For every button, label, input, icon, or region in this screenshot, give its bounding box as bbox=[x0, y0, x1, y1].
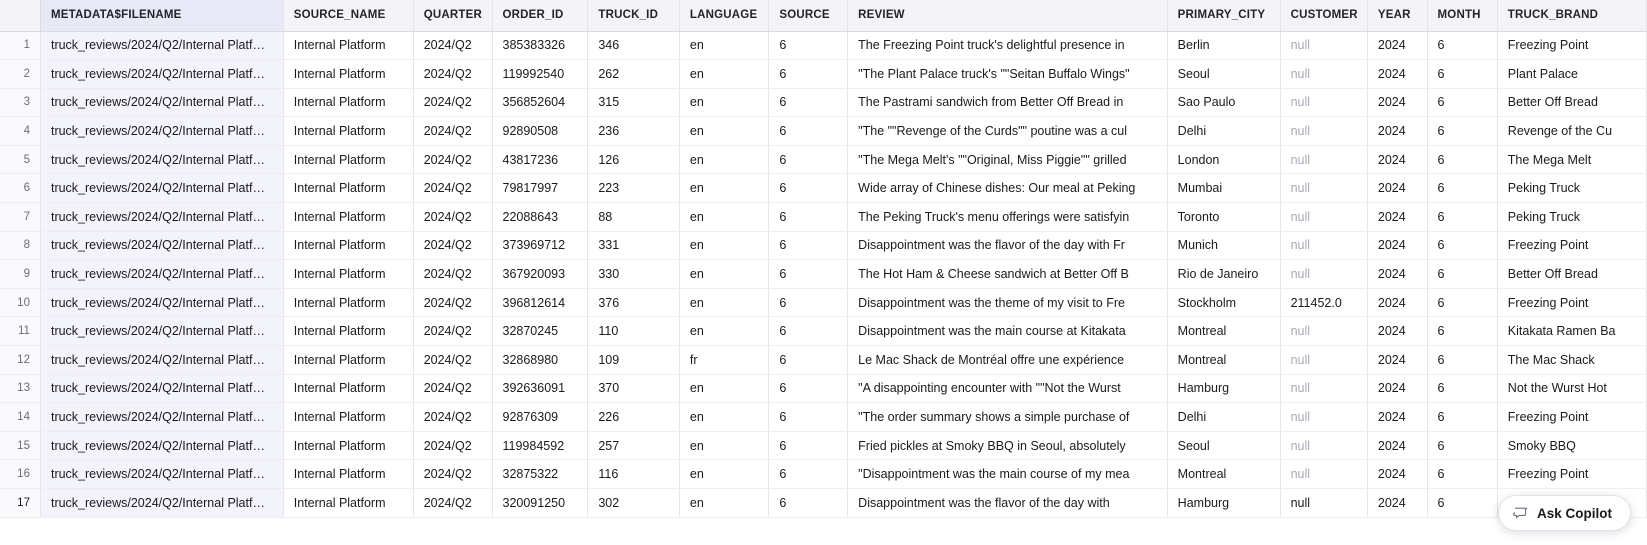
cell-truck-brand[interactable]: The Mac Shack bbox=[1497, 346, 1646, 375]
row-number: 11 bbox=[0, 317, 40, 346]
cell-order-id[interactable]: 385383326 bbox=[492, 31, 588, 60]
cell-truck-id[interactable]: 226 bbox=[588, 403, 680, 432]
cell-customer[interactable]: null bbox=[1280, 374, 1367, 403]
cell-review[interactable]: Disappointment was the flavor of the day with Fr bbox=[848, 231, 1168, 260]
row-number: 14 bbox=[0, 403, 40, 432]
cell-source[interactable]: 6 bbox=[769, 489, 848, 518]
cell-month[interactable]: 6 bbox=[1427, 403, 1497, 432]
cell-month[interactable]: 6 bbox=[1427, 288, 1497, 317]
cell-customer[interactable]: null bbox=[1280, 174, 1367, 203]
cell-order-id[interactable]: 43817236 bbox=[492, 145, 588, 174]
cell-month[interactable]: 6 bbox=[1427, 460, 1497, 489]
table-row[interactable] bbox=[0, 145, 1647, 174]
column-header-language[interactable]: LANGUAGE bbox=[679, 0, 768, 31]
cell-month[interactable]: 6 bbox=[1427, 174, 1497, 203]
cell-year[interactable]: 2024 bbox=[1367, 31, 1427, 60]
cell-primary-city[interactable]: Delhi bbox=[1167, 403, 1280, 432]
cell-year[interactable]: 2024 bbox=[1367, 117, 1427, 146]
cell-month[interactable]: 6 bbox=[1427, 260, 1497, 289]
cell-customer[interactable]: null bbox=[1280, 346, 1367, 375]
column-header-truck-id[interactable]: TRUCK_ID bbox=[588, 0, 680, 31]
cell-order-id[interactable]: 32868980 bbox=[492, 346, 588, 375]
cell-filename[interactable]: truck_reviews/2024/Q2/Internal Platf… bbox=[40, 431, 283, 460]
cell-language[interactable]: en bbox=[679, 374, 768, 403]
column-header-month[interactable]: MONTH bbox=[1427, 0, 1497, 31]
cell-month[interactable]: 6 bbox=[1427, 31, 1497, 60]
cell-quarter[interactable]: 2024/Q2 bbox=[413, 460, 492, 489]
cell-language[interactable]: en bbox=[679, 88, 768, 117]
row-number: 6 bbox=[0, 174, 40, 203]
cell-source-name[interactable]: Internal Platform bbox=[283, 288, 413, 317]
column-header-review[interactable]: REVIEW bbox=[848, 0, 1168, 31]
grid-body bbox=[0, 31, 1647, 517]
table-row[interactable] bbox=[0, 117, 1647, 146]
cell-truck-brand[interactable]: Plant Palace bbox=[1497, 60, 1646, 89]
cell-truck-brand[interactable]: Freezing Point bbox=[1497, 288, 1646, 317]
cell-year[interactable]: 2024 bbox=[1367, 317, 1427, 346]
cell-month[interactable]: 6 bbox=[1427, 317, 1497, 346]
cell-source-name[interactable]: Internal Platform bbox=[283, 60, 413, 89]
cell-month[interactable]: 6 bbox=[1427, 117, 1497, 146]
copilot-icon bbox=[1513, 505, 1529, 521]
cell-primary-city[interactable]: Sao Paulo bbox=[1167, 88, 1280, 117]
cell-quarter[interactable]: 2024/Q2 bbox=[413, 231, 492, 260]
table-row[interactable] bbox=[0, 288, 1647, 317]
cell-truck-id[interactable]: 257 bbox=[588, 431, 680, 460]
cell-month[interactable]: 6 bbox=[1427, 231, 1497, 260]
row-number: 4 bbox=[0, 117, 40, 146]
cell-order-id[interactable]: 320091250 bbox=[492, 489, 588, 518]
cell-year[interactable]: 2024 bbox=[1367, 145, 1427, 174]
cell-language[interactable]: en bbox=[679, 203, 768, 232]
cell-language[interactable]: en bbox=[679, 60, 768, 89]
cell-language[interactable]: en bbox=[679, 431, 768, 460]
cell-source[interactable]: 6 bbox=[769, 117, 848, 146]
cell-year[interactable]: 2024 bbox=[1367, 88, 1427, 117]
cell-source[interactable]: 6 bbox=[769, 288, 848, 317]
cell-truck-brand[interactable]: Smoky BBQ bbox=[1497, 431, 1646, 460]
cell-customer[interactable]: null bbox=[1280, 145, 1367, 174]
cell-source-name[interactable]: Internal Platform bbox=[283, 88, 413, 117]
cell-customer[interactable]: null bbox=[1280, 317, 1367, 346]
cell-language[interactable]: en bbox=[679, 145, 768, 174]
cell-filename[interactable]: truck_reviews/2024/Q2/Internal Platf… bbox=[40, 460, 283, 489]
row-number: 16 bbox=[0, 460, 40, 489]
cell-order-id[interactable]: 92876309 bbox=[492, 403, 588, 432]
cell-truck-id[interactable]: 116 bbox=[588, 460, 680, 489]
cell-truck-brand[interactable]: Better Off Bread bbox=[1497, 88, 1646, 117]
cell-year[interactable]: 2024 bbox=[1367, 460, 1427, 489]
column-header-metadata-filename[interactable]: METADATA$FILENAME bbox=[40, 0, 283, 31]
cell-filename[interactable]: truck_reviews/2024/Q2/Internal Platf… bbox=[40, 203, 283, 232]
row-number: 7 bbox=[0, 203, 40, 232]
cell-source[interactable]: 6 bbox=[769, 60, 848, 89]
cell-customer[interactable]: null bbox=[1280, 60, 1367, 89]
cell-review[interactable]: Fried pickles at Smoky BBQ in Seoul, absolutely bbox=[848, 431, 1168, 460]
cell-filename[interactable]: truck_reviews/2024/Q2/Internal Platf… bbox=[40, 145, 283, 174]
column-header-quarter[interactable]: QUARTER bbox=[413, 0, 492, 31]
table-row[interactable] bbox=[0, 489, 1647, 518]
cell-truck-id[interactable]: 126 bbox=[588, 145, 680, 174]
cell-source-name[interactable]: Internal Platform bbox=[283, 203, 413, 232]
cell-order-id[interactable]: 367920093 bbox=[492, 260, 588, 289]
table-row[interactable] bbox=[0, 346, 1647, 375]
cell-filename[interactable]: truck_reviews/2024/Q2/Internal Platf… bbox=[40, 231, 283, 260]
cell-month[interactable]: 6 bbox=[1427, 88, 1497, 117]
cell-customer[interactable]: null bbox=[1280, 231, 1367, 260]
cell-language[interactable]: en bbox=[679, 288, 768, 317]
cell-customer[interactable]: 211452.0 bbox=[1280, 288, 1367, 317]
column-header-primary-city[interactable]: PRIMARY_CITY bbox=[1167, 0, 1280, 31]
cell-primary-city[interactable]: Seoul bbox=[1167, 60, 1280, 89]
cell-language[interactable]: en bbox=[679, 231, 768, 260]
cell-primary-city[interactable]: Montreal bbox=[1167, 346, 1280, 375]
cell-year[interactable]: 2024 bbox=[1367, 174, 1427, 203]
cell-truck-brand[interactable]: Kitakata Ramen Ba bbox=[1497, 317, 1646, 346]
table-row[interactable] bbox=[0, 460, 1647, 489]
cell-language[interactable]: en bbox=[679, 317, 768, 346]
cell-order-id[interactable]: 92890508 bbox=[492, 117, 588, 146]
cell-primary-city[interactable]: Hamburg bbox=[1167, 374, 1280, 403]
cell-quarter[interactable]: 2024/Q2 bbox=[413, 374, 492, 403]
cell-source-name[interactable]: Internal Platform bbox=[283, 145, 413, 174]
table-row[interactable] bbox=[0, 431, 1647, 460]
cell-truck-id[interactable]: 346 bbox=[588, 31, 680, 60]
cell-truck-id[interactable]: 376 bbox=[588, 288, 680, 317]
cell-language[interactable]: en bbox=[679, 460, 768, 489]
column-header-order-id[interactable]: ORDER_ID bbox=[492, 0, 588, 31]
cell-truck-id[interactable]: 236 bbox=[588, 117, 680, 146]
cell-primary-city[interactable]: London bbox=[1167, 145, 1280, 174]
cell-year[interactable]: 2024 bbox=[1367, 489, 1427, 518]
cell-quarter[interactable]: 2024/Q2 bbox=[413, 174, 492, 203]
column-header-customer[interactable]: CUSTOMER bbox=[1280, 0, 1367, 31]
row-number: 12 bbox=[0, 346, 40, 375]
cell-source-name[interactable]: Internal Platform bbox=[283, 431, 413, 460]
cell-customer[interactable]: null bbox=[1280, 489, 1367, 518]
cell-order-id[interactable]: 392636091 bbox=[492, 374, 588, 403]
cell-truck-brand[interactable]: Freezing Point bbox=[1497, 31, 1646, 60]
cell-quarter[interactable]: 2024/Q2 bbox=[413, 145, 492, 174]
cell-source-name[interactable]: Internal Platform bbox=[283, 374, 413, 403]
table-row[interactable] bbox=[0, 374, 1647, 403]
cell-source[interactable]: 6 bbox=[769, 374, 848, 403]
cell-truck-id[interactable]: 262 bbox=[588, 60, 680, 89]
cell-customer[interactable]: null bbox=[1280, 460, 1367, 489]
cell-source[interactable]: 6 bbox=[769, 231, 848, 260]
cell-source[interactable]: 6 bbox=[769, 145, 848, 174]
cell-source-name[interactable]: Internal Platform bbox=[283, 460, 413, 489]
cell-filename[interactable]: truck_reviews/2024/Q2/Internal Platf… bbox=[40, 117, 283, 146]
cell-source[interactable]: 6 bbox=[769, 260, 848, 289]
cell-language[interactable]: en bbox=[679, 403, 768, 432]
cell-filename[interactable]: truck_reviews/2024/Q2/Internal Platf… bbox=[40, 403, 283, 432]
cell-truck-brand[interactable]: Not the Wurst Hot bbox=[1497, 374, 1646, 403]
cell-primary-city[interactable]: Montreal bbox=[1167, 317, 1280, 346]
cell-truck-brand[interactable]: Peking Truck bbox=[1497, 203, 1646, 232]
row-number: 3 bbox=[0, 88, 40, 117]
cell-language[interactable]: fr bbox=[679, 346, 768, 375]
cell-customer[interactable]: null bbox=[1280, 260, 1367, 289]
cell-source-name[interactable]: Internal Platform bbox=[283, 317, 413, 346]
cell-month[interactable]: 6 bbox=[1427, 145, 1497, 174]
cell-year[interactable]: 2024 bbox=[1367, 288, 1427, 317]
cell-quarter[interactable]: 2024/Q2 bbox=[413, 317, 492, 346]
cell-order-id[interactable]: 356852604 bbox=[492, 88, 588, 117]
cell-order-id[interactable]: 396812614 bbox=[492, 288, 588, 317]
cell-source[interactable]: 6 bbox=[769, 174, 848, 203]
cell-source-name[interactable]: Internal Platform bbox=[283, 174, 413, 203]
cell-filename[interactable]: truck_reviews/2024/Q2/Internal Platf… bbox=[40, 374, 283, 403]
cell-month[interactable]: 6 bbox=[1427, 489, 1497, 518]
table-row[interactable] bbox=[0, 203, 1647, 232]
cell-review[interactable]: "The Plant Palace truck's ""Seitan Buffalo Wings" bbox=[848, 60, 1168, 89]
cell-primary-city[interactable]: Delhi bbox=[1167, 117, 1280, 146]
cell-truck-id[interactable]: 331 bbox=[588, 231, 680, 260]
cell-source-name[interactable]: Internal Platform bbox=[283, 346, 413, 375]
cell-year[interactable]: 2024 bbox=[1367, 346, 1427, 375]
cell-review[interactable]: The Hot Ham & Cheese sandwich at Better Off B bbox=[848, 260, 1168, 289]
cell-review[interactable]: Disappointment was the main course at Kitakata bbox=[848, 317, 1168, 346]
cell-truck-id[interactable]: 315 bbox=[588, 88, 680, 117]
cell-truck-id[interactable]: 88 bbox=[588, 203, 680, 232]
cell-primary-city[interactable]: Montreal bbox=[1167, 460, 1280, 489]
cell-month[interactable]: 6 bbox=[1427, 346, 1497, 375]
cell-customer[interactable]: null bbox=[1280, 117, 1367, 146]
row-number: 10 bbox=[0, 288, 40, 317]
column-header-source-name[interactable]: SOURCE_NAME bbox=[283, 0, 413, 31]
cell-primary-city[interactable]: Rio de Janeiro bbox=[1167, 260, 1280, 289]
cell-primary-city[interactable]: Munich bbox=[1167, 231, 1280, 260]
cell-customer[interactable]: null bbox=[1280, 203, 1367, 232]
cell-quarter[interactable]: 2024/Q2 bbox=[413, 203, 492, 232]
cell-review[interactable]: "The Mega Melt's ""Original, Miss Piggie"" grilled bbox=[848, 145, 1168, 174]
cell-order-id[interactable]: 373969712 bbox=[492, 231, 588, 260]
cell-primary-city[interactable]: Seoul bbox=[1167, 431, 1280, 460]
row-number: 2 bbox=[0, 60, 40, 89]
grid-header-row bbox=[0, 0, 1647, 31]
cell-quarter[interactable]: 2024/Q2 bbox=[413, 489, 492, 518]
cell-year[interactable]: 2024 bbox=[1367, 60, 1427, 89]
cell-review[interactable]: Le Mac Shack de Montréal offre une expérience bbox=[848, 346, 1168, 375]
cell-review[interactable]: "A disappointing encounter with ""Not the Wurst bbox=[848, 374, 1168, 403]
cell-review[interactable]: The Pastrami sandwich from Better Off Bread in bbox=[848, 88, 1168, 117]
cell-source-name[interactable]: Internal Platform bbox=[283, 489, 413, 518]
cell-month[interactable]: 6 bbox=[1427, 431, 1497, 460]
cell-customer[interactable]: null bbox=[1280, 31, 1367, 60]
cell-truck-id[interactable]: 109 bbox=[588, 346, 680, 375]
cell-source[interactable]: 6 bbox=[769, 31, 848, 60]
cell-year[interactable]: 2024 bbox=[1367, 203, 1427, 232]
cell-customer[interactable]: null bbox=[1280, 403, 1367, 432]
cell-source-name[interactable]: Internal Platform bbox=[283, 31, 413, 60]
cell-order-id[interactable]: 22088643 bbox=[492, 203, 588, 232]
cell-truck-brand[interactable]: Better Off Bread bbox=[1497, 260, 1646, 289]
cell-primary-city[interactable]: Hamburg bbox=[1167, 489, 1280, 518]
cell-source-name[interactable]: Internal Platform bbox=[283, 260, 413, 289]
cell-truck-brand[interactable]: Freezing Point bbox=[1497, 460, 1646, 489]
cell-filename[interactable]: truck_reviews/2024/Q2/Internal Platf… bbox=[40, 346, 283, 375]
cell-source[interactable]: 6 bbox=[769, 317, 848, 346]
cell-quarter[interactable]: 2024/Q2 bbox=[413, 117, 492, 146]
cell-month[interactable]: 6 bbox=[1427, 60, 1497, 89]
ask-copilot-button[interactable] bbox=[1498, 495, 1631, 531]
cell-source[interactable]: 6 bbox=[769, 203, 848, 232]
cell-review[interactable]: "The order summary shows a simple purchase of bbox=[848, 403, 1168, 432]
row-number: 8 bbox=[0, 231, 40, 260]
cell-quarter[interactable]: 2024/Q2 bbox=[413, 403, 492, 432]
cell-quarter[interactable]: 2024/Q2 bbox=[413, 31, 492, 60]
cell-order-id[interactable]: 119992540 bbox=[492, 60, 588, 89]
row-number: 5 bbox=[0, 145, 40, 174]
cell-order-id[interactable]: 32870245 bbox=[492, 317, 588, 346]
cell-truck-id[interactable]: 110 bbox=[588, 317, 680, 346]
cell-review[interactable]: "Disappointment was the main course of my mea bbox=[848, 460, 1168, 489]
table-row[interactable] bbox=[0, 231, 1647, 260]
cell-source[interactable]: 6 bbox=[769, 346, 848, 375]
cell-quarter[interactable]: 2024/Q2 bbox=[413, 431, 492, 460]
ask-copilot-label: Ask Copilot bbox=[1536, 505, 1612, 521]
table-row[interactable] bbox=[0, 317, 1647, 346]
cell-review[interactable]: Disappointment was the flavor of the day with bbox=[848, 489, 1168, 518]
cell-year[interactable]: 2024 bbox=[1367, 403, 1427, 432]
cell-source[interactable]: 6 bbox=[769, 431, 848, 460]
cell-review[interactable]: The Freezing Point truck's delightful presence in bbox=[848, 31, 1168, 60]
cell-customer[interactable]: null bbox=[1280, 431, 1367, 460]
cell-source-name[interactable]: Internal Platform bbox=[283, 117, 413, 146]
cell-primary-city[interactable]: Mumbai bbox=[1167, 174, 1280, 203]
cell-review[interactable]: "The ""Revenge of the Curds"" poutine was a cul bbox=[848, 117, 1168, 146]
table-row[interactable] bbox=[0, 260, 1647, 289]
cell-year[interactable]: 2024 bbox=[1367, 260, 1427, 289]
cell-review[interactable]: Disappointment was the theme of my visit to Fre bbox=[848, 288, 1168, 317]
cell-filename[interactable]: truck_reviews/2024/Q2/Internal Platf… bbox=[40, 489, 283, 518]
cell-truck-brand[interactable]: The Mega Melt bbox=[1497, 145, 1646, 174]
cell-primary-city[interactable]: Toronto bbox=[1167, 203, 1280, 232]
cell-quarter[interactable]: 2024/Q2 bbox=[413, 346, 492, 375]
row-number: 17 bbox=[0, 489, 40, 518]
cell-language[interactable]: en bbox=[679, 31, 768, 60]
table-row[interactable] bbox=[0, 31, 1647, 60]
cell-primary-city[interactable]: Stockholm bbox=[1167, 288, 1280, 317]
cell-quarter[interactable]: 2024/Q2 bbox=[413, 60, 492, 89]
cell-year[interactable]: 2024 bbox=[1367, 231, 1427, 260]
column-header-source[interactable]: SOURCE bbox=[769, 0, 848, 31]
cell-filename[interactable]: truck_reviews/2024/Q2/Internal Platf… bbox=[40, 260, 283, 289]
cell-truck-id[interactable]: 330 bbox=[588, 260, 680, 289]
cell-filename[interactable]: truck_reviews/2024/Q2/Internal Platf… bbox=[40, 288, 283, 317]
table-row[interactable] bbox=[0, 403, 1647, 432]
column-header-rownum bbox=[0, 0, 40, 31]
cell-truck-brand[interactable]: Freezing Point bbox=[1497, 403, 1646, 432]
cell-order-id[interactable]: 119984592 bbox=[492, 431, 588, 460]
row-number: 13 bbox=[0, 374, 40, 403]
cell-review[interactable]: Wide array of Chinese dishes: Our meal at Peking bbox=[848, 174, 1168, 203]
cell-quarter[interactable]: 2024/Q2 bbox=[413, 88, 492, 117]
cell-quarter[interactable]: 2024/Q2 bbox=[413, 260, 492, 289]
cell-month[interactable]: 6 bbox=[1427, 203, 1497, 232]
cell-source-name[interactable]: Internal Platform bbox=[283, 231, 413, 260]
cell-truck-brand[interactable]: Freezing Point bbox=[1497, 231, 1646, 260]
row-number: 9 bbox=[0, 260, 40, 289]
cell-filename[interactable]: truck_reviews/2024/Q2/Internal Platf… bbox=[40, 88, 283, 117]
cell-order-id[interactable]: 79817997 bbox=[492, 174, 588, 203]
cell-year[interactable]: 2024 bbox=[1367, 374, 1427, 403]
cell-language[interactable]: en bbox=[679, 260, 768, 289]
cell-truck-brand[interactable]: Revenge of the Cu bbox=[1497, 117, 1646, 146]
column-header-year[interactable]: YEAR bbox=[1367, 0, 1427, 31]
row-number: 1 bbox=[0, 31, 40, 60]
cell-source[interactable]: 6 bbox=[769, 88, 848, 117]
cell-order-id[interactable]: 32875322 bbox=[492, 460, 588, 489]
column-header-truck-brand[interactable]: TRUCK_BRAND bbox=[1497, 0, 1646, 31]
cell-month[interactable]: 6 bbox=[1427, 374, 1497, 403]
cell-truck-id[interactable]: 302 bbox=[588, 489, 680, 518]
table-row[interactable] bbox=[0, 174, 1647, 203]
cell-language[interactable]: en bbox=[679, 489, 768, 518]
cell-language[interactable]: en bbox=[679, 117, 768, 146]
cell-source[interactable]: 6 bbox=[769, 460, 848, 489]
row-number: 15 bbox=[0, 431, 40, 460]
cell-truck-id[interactable]: 223 bbox=[588, 174, 680, 203]
cell-filename[interactable]: truck_reviews/2024/Q2/Internal Platf… bbox=[40, 317, 283, 346]
cell-primary-city[interactable]: Berlin bbox=[1167, 31, 1280, 60]
table-row[interactable] bbox=[0, 60, 1647, 89]
cell-filename[interactable]: truck_reviews/2024/Q2/Internal Platf… bbox=[40, 31, 283, 60]
cell-source-name[interactable]: Internal Platform bbox=[283, 403, 413, 432]
cell-language[interactable]: en bbox=[679, 174, 768, 203]
cell-year[interactable]: 2024 bbox=[1367, 431, 1427, 460]
cell-truck-brand[interactable]: Peking Truck bbox=[1497, 174, 1646, 203]
table-row[interactable] bbox=[0, 88, 1647, 117]
cell-review[interactable]: The Peking Truck's menu offerings were satisfyin bbox=[848, 203, 1168, 232]
cell-truck-id[interactable]: 370 bbox=[588, 374, 680, 403]
cell-filename[interactable]: truck_reviews/2024/Q2/Internal Platf… bbox=[40, 60, 283, 89]
cell-source[interactable]: 6 bbox=[769, 403, 848, 432]
cell-quarter[interactable]: 2024/Q2 bbox=[413, 288, 492, 317]
cell-customer[interactable]: null bbox=[1280, 88, 1367, 117]
cell-filename[interactable]: truck_reviews/2024/Q2/Internal Platf… bbox=[40, 174, 283, 203]
